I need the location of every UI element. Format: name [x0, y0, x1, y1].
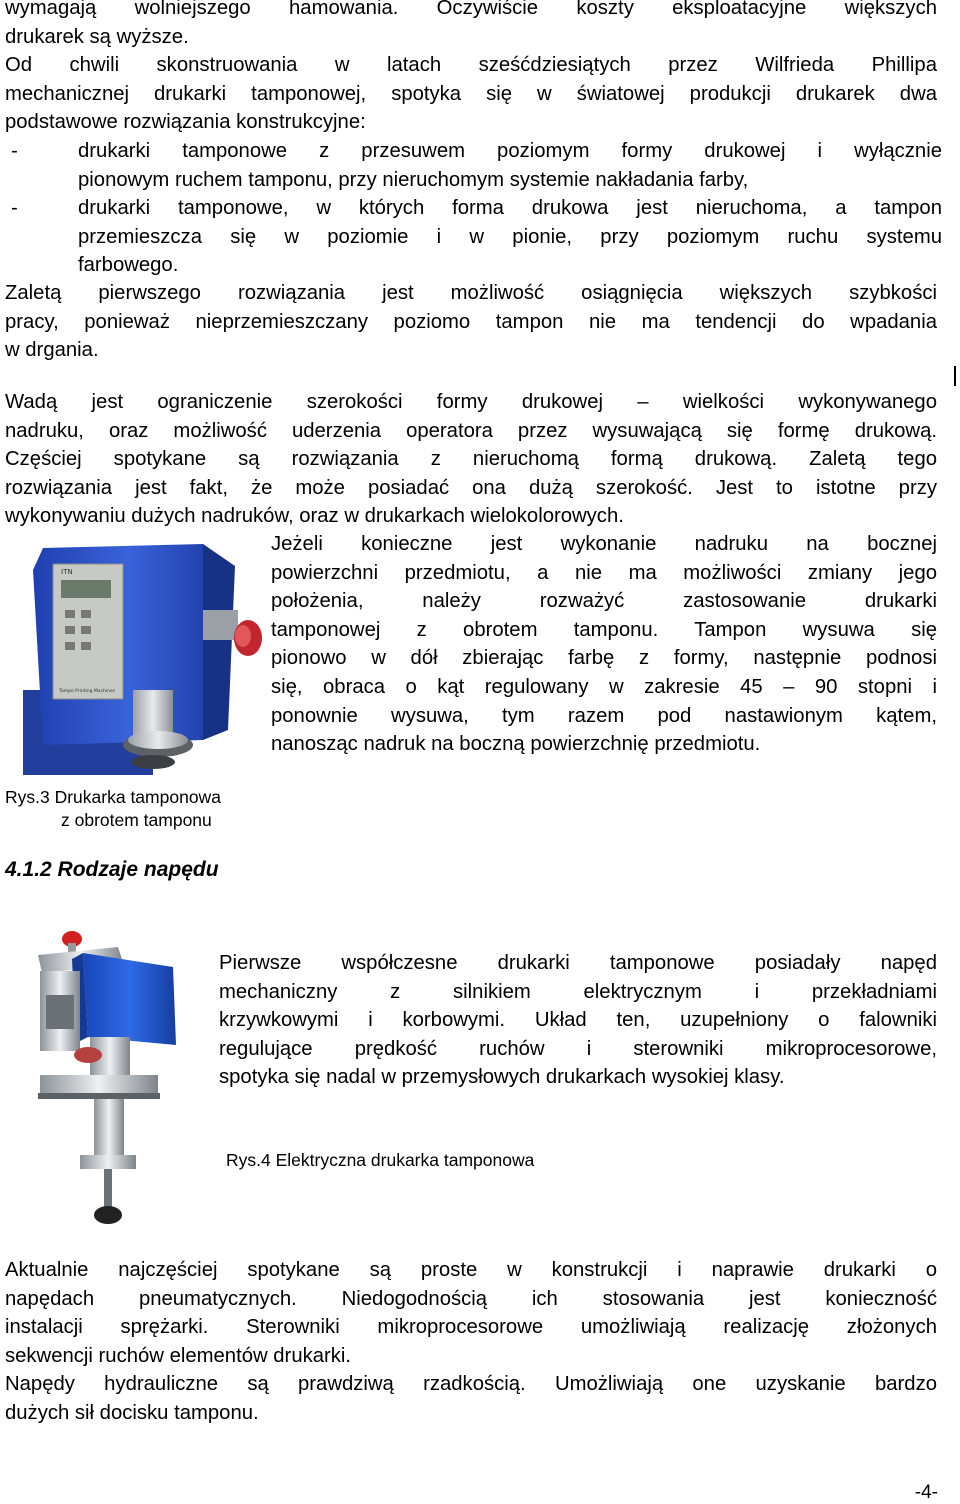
text-line: pionowym ruchem tamponu, przy nieruchomym systemie nakładania farby,: [78, 168, 749, 191]
text-line: Pierwsze współczesne drukarki tamponowe posiadały napęd: [219, 952, 937, 974]
text-line: Wadą jest ograniczenie szerokości formy drukowej – wielkości wykonywanego: [5, 391, 937, 413]
text-line: Jeżeli konieczne jest wykonanie nadruku na bocznej: [271, 533, 937, 555]
text-line: wykonywaniu dużych nadruków, oraz w drukarkach wielokolorowych.: [5, 505, 624, 528]
page-number: -4-: [914, 1482, 938, 1503]
text-line: się, obraca o kąt regulowany w zakresie 45 – 90 stopni i: [271, 675, 937, 698]
text-line: przemieszcza się w poziomie i w pionie, przy poziomym ruchu systemu: [78, 225, 942, 248]
text-line: napędach pneumatycznych. Niedogodnością ich stosowania jest konieczność: [5, 1287, 937, 1310]
figure-3-image: [3, 540, 265, 785]
text-line: w drgania.: [5, 339, 99, 362]
text-line: mechanicznej drukarki tamponowej, spotyka się w światowej produkcji drukarek dwa: [5, 82, 937, 105]
paragraph-history: [5, 51, 937, 137]
text-line: drukarki tamponowe z przesuwem poziomym formy drukowej i wyłącznie: [78, 140, 942, 162]
figure-3-caption: [5, 786, 221, 832]
brand-label: Tampo Printing Machines: [59, 689, 116, 694]
section-heading: 4.1.2 Rodzaje napędu: [5, 858, 219, 881]
figure-4-caption: Rys.4 Elektryczna drukarka tamponowa: [226, 1150, 535, 1170]
paragraph-disadvantage: [5, 388, 937, 531]
paragraph-pneumatic: [5, 1256, 937, 1370]
figure-4-image: [28, 925, 188, 1230]
text-line: krzywkowymi i korbowymi. Układ ten, uzupełniony o falowniki: [219, 1009, 937, 1032]
caption-line: z obrotem tamponu: [61, 810, 212, 830]
text-line: nanosząc nadruk na boczną powierzchnię przedmiotu.: [271, 733, 761, 756]
text-line: podstawowe rozwiązania konstrukcyjne:: [5, 111, 366, 134]
paragraph-mechanical-drive: [219, 949, 937, 1092]
list-bullet: -: [11, 197, 18, 219]
panel-label: ITN: [61, 568, 73, 576]
paragraph-rotating-pad: [271, 530, 937, 759]
caption-line: Rys.3 Drukarka tamponowa: [5, 787, 221, 807]
electric-pad-printer-illustration: [28, 925, 188, 1230]
text-line: drukarek są wyższe.: [5, 25, 189, 48]
list-bullet: -: [11, 140, 18, 162]
text-line: mechaniczny z silnikiem elektrycznym i przekładniami: [219, 980, 937, 1003]
text-line: Zaletą pierwszego rozwiązania jest możliwość osiągnięcia większych szybkości: [5, 282, 937, 304]
text-line: pionowo w dół zbierając farbę z formy, następnie podnosi: [271, 647, 937, 670]
pad-printer-rotating-illustration: [3, 540, 265, 785]
text-line: rozwiązania jest fakt, że może posiadać ona dużą szerokość. Jest to istotne przy: [5, 476, 937, 499]
text-line: instalacji sprężarki. Sterowniki mikroprocesorowe umożliwiają realizację złożonych: [5, 1316, 937, 1339]
text-line: Od chwili skonstruowania w latach sześćdziesiątych przez Wilfrieda Phillipa: [5, 54, 937, 76]
text-line: drukarki tamponowe, w których forma drukowa jest nieruchoma, a tampon: [78, 197, 942, 219]
text-line: Aktualnie najczęściej spotykane są proste w konstrukcji i naprawie drukarki o: [5, 1259, 937, 1281]
text-line: nadruku, oraz możliwość uderzenia operatora przez wysuwającą się formę drukową.: [5, 419, 937, 442]
text-line: regulujące prędkość ruchów i sterowniki mikroprocesorowe,: [219, 1037, 937, 1060]
margin-mark: [954, 366, 956, 386]
text-line: dużych sił docisku tamponu.: [5, 1401, 259, 1424]
paragraph-hydraulic: [5, 1370, 937, 1427]
paragraph-advantage: [5, 279, 937, 365]
text-line: wymagają wolniejszego hamowania. Oczywiście koszty eksploatacyjne większych: [5, 0, 937, 19]
text-line: Napędy hydrauliczne są prawdziwą rzadkością. Umożliwiają one uzyskanie bardzo: [5, 1373, 937, 1395]
text-line: powierzchni przedmiotu, a nie ma możliwości zmiany jego: [271, 561, 937, 584]
text-line: tamponowej z obrotem tamponu. Tampon wysuwa się: [271, 618, 937, 641]
text-line: farbowego.: [78, 254, 179, 277]
text-line: Częściej spotykane są rozwiązania z nieruchomą formą drukową. Zaletą tego: [5, 448, 937, 471]
paragraph-costs: [5, 0, 937, 51]
text-line: pracy, ponieważ nieprzemieszczany poziomo tampon nie ma tendencji do wpadania: [5, 310, 937, 333]
text-line: położenia, należy rozważyć zastosowanie drukarki: [271, 590, 937, 613]
text-line: sekwencji ruchów elementów drukarki.: [5, 1344, 352, 1367]
text-line: ponownie wysuwa, tym razem pod nastawionym kątem,: [271, 704, 937, 727]
text-line: spotyka się nadal w przemysłowych drukarkach wysokiej klasy.: [219, 1066, 785, 1089]
